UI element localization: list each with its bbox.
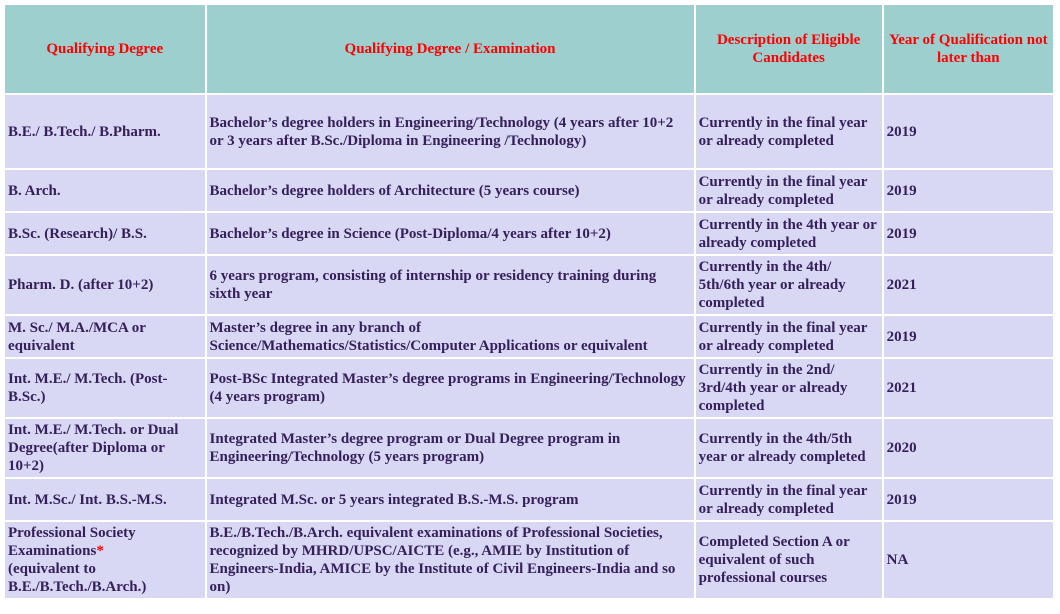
header-description: Description of Eligible Candidates <box>696 5 882 93</box>
degree-cell: B.Sc. (Research)/ B.S. <box>5 213 205 254</box>
year-cell: 2019 <box>884 170 1053 211</box>
degree-cell: Int. M.E./ M.Tech. or Dual Degree(after Diploma or 10+2) <box>5 419 205 477</box>
degree-cell: Int. M.E./ M.Tech. (Post-B.Sc.) <box>5 359 205 417</box>
exam-cell: B.E./B.Tech./B.Arch. equivalent examinations of Professional Societies, recognized by MHRD/UPSC/AICTE (e.g., AMIE by Institution of Engineers-India, AMICE by the Institute of Civil Engineers-India and so on) <box>207 522 694 598</box>
header-row <box>5 5 1053 93</box>
year-cell: 2019 <box>884 316 1053 357</box>
table-row <box>5 316 1053 357</box>
exam-cell: Master’s degree in any branch of Science/Mathematics/Statistics/Computer Applications or equivalent <box>207 316 694 357</box>
header-qualifying-degree: Qualifying Degree <box>5 5 205 93</box>
degree-cell <box>5 522 205 598</box>
exam-cell: Integrated Master’s degree program or Dual Degree program in Engineering/Technology (5 years program) <box>207 419 694 477</box>
table-row <box>5 213 1053 254</box>
table-row <box>5 419 1053 477</box>
year-cell: 2019 <box>884 213 1053 254</box>
description-cell: Currently in the 4th/ 5th/6th year or already completed <box>696 256 882 314</box>
description-cell: Currently in the 2nd/ 3rd/4th year or already completed <box>696 359 882 417</box>
degree-cell: B. Arch. <box>5 170 205 211</box>
degree-cell: B.E./ B.Tech./ B.Pharm. <box>5 95 205 168</box>
eligibility-table <box>3 3 1055 600</box>
header-year: Year of Qualification not later than <box>884 5 1053 93</box>
table-row <box>5 359 1053 417</box>
year-cell: 2019 <box>884 479 1053 520</box>
description-cell: Currently in the final year or already completed <box>696 95 882 168</box>
description-cell: Completed Section A or equivalent of such professional courses <box>696 522 882 598</box>
description-cell: Currently in the final year or already completed <box>696 479 882 520</box>
table-row <box>5 479 1053 520</box>
description-cell: Currently in the final year or already completed <box>696 170 882 211</box>
table-row <box>5 170 1053 211</box>
year-cell: 2019 <box>884 95 1053 168</box>
exam-cell: Bachelor’s degree holders of Architecture (5 years course) <box>207 170 694 211</box>
exam-cell: Integrated M.Sc. or 5 years integrated B.S.-M.S. program <box>207 479 694 520</box>
degree-cell: M. Sc./ M.A./MCA or equivalent <box>5 316 205 357</box>
table-row <box>5 95 1053 168</box>
degree-label: Professional Society Examinations <box>8 525 136 559</box>
degree-cell: Int. M.Sc./ Int. B.S.-M.S. <box>5 479 205 520</box>
year-cell: 2021 <box>884 359 1053 417</box>
table-row <box>5 256 1053 314</box>
table-row <box>5 522 1053 598</box>
exam-cell: 6 years program, consisting of internship or residency training during sixth year <box>207 256 694 314</box>
exam-cell: Bachelor’s degree holders in Engineering/Technology (4 years after 10+2 or 3 years after B.Sc./Diploma in Engineering /Technology) <box>207 95 694 168</box>
year-cell: 2021 <box>884 256 1053 314</box>
description-cell: Currently in the 4th year or already completed <box>696 213 882 254</box>
year-cell: NA <box>884 522 1053 598</box>
exam-cell: Post-BSc Integrated Master’s degree programs in Engineering/Technology (4 years program) <box>207 359 694 417</box>
footnote-star: * <box>96 543 104 559</box>
year-cell: 2020 <box>884 419 1053 477</box>
description-cell: Currently in the 4th/5th year or already completed <box>696 419 882 477</box>
exam-cell: Bachelor’s degree in Science (Post-Diploma/4 years after 10+2) <box>207 213 694 254</box>
degree-note: (equivalent to B.E./B.Tech./B.Arch.) <box>8 561 147 595</box>
degree-cell: Pharm. D. (after 10+2) <box>5 256 205 314</box>
description-cell: Currently in the final year or already completed <box>696 316 882 357</box>
header-qualifying-exam: Qualifying Degree / Examination <box>207 5 694 93</box>
